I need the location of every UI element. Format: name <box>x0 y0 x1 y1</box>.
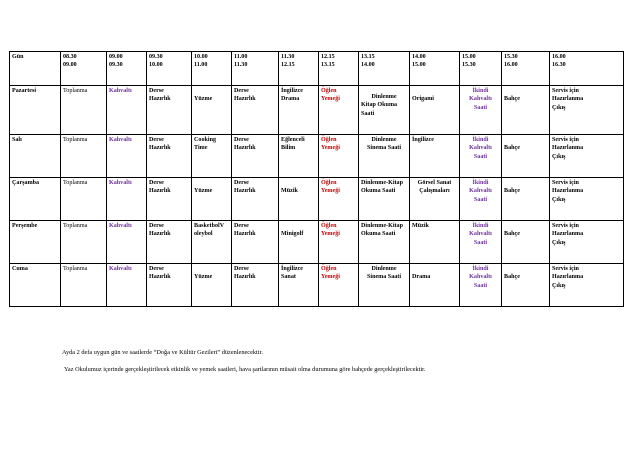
activity-cell: Derse Hazırlık <box>232 86 279 135</box>
activity-cell: Dinlenme-Kitap Okuma Saati <box>359 178 410 221</box>
activity-cell: Derse Hazırlık <box>232 221 279 264</box>
note-weather: Yaz Okulumuz içerinde gerçekleştirilecek etkinlik ve yemek saatleri, hava şartlarının müsait olma durumuna göre bahçede gerçekleştirilecektir. <box>64 366 426 373</box>
day-row-monday <box>10 86 624 135</box>
activity-cell: Bahçe <box>502 264 550 307</box>
activity-cell: Öğlen Yemeği <box>319 178 359 221</box>
activity-cell: İkindi Kahvaltı Saati <box>460 135 502 178</box>
activity-cell: Yüzme <box>192 264 232 307</box>
day-row-thursday <box>10 221 624 264</box>
activity-cell: Bahçe <box>502 178 550 221</box>
time-slot-12: 16.00 16.30 <box>550 52 624 86</box>
activity-cell: İngilizce <box>410 135 460 178</box>
activity-cell: Derse Hazırlık <box>147 221 192 264</box>
activity-cell: Dinlenme-Kitap Okuma Saati <box>359 221 410 264</box>
activity-cell: Dinlenme Sinema Saati <box>359 135 410 178</box>
day-label: Çarşamba <box>10 178 61 221</box>
activity-cell: Servis için Hazırlanma Çıkış <box>550 221 624 264</box>
activity-cell: Yüzme <box>192 178 232 221</box>
activity-cell: Derse Hazırlık <box>232 135 279 178</box>
activity-cell: Kahvaltı <box>107 86 147 135</box>
activity-cell: Müzik <box>410 221 460 264</box>
activity-cell: Derse Hazırlık <box>147 135 192 178</box>
activity-cell: Müzik <box>279 178 319 221</box>
activity-cell: Eğlenceli Bilim <box>279 135 319 178</box>
day-label: Cuma <box>10 264 61 307</box>
time-slot-7: 12.15 13.15 <box>319 52 359 86</box>
activity-cell: Dinlenme Kitap Okuma Saati <box>359 86 410 135</box>
activity-cell: İkindi Kahvaltı Saati <box>460 178 502 221</box>
activity-cell: Derse Hazırlık <box>147 178 192 221</box>
time-slot-1: 08.30 09.00 <box>61 52 107 86</box>
activity-cell: İngilizce Drama <box>279 86 319 135</box>
time-slot-10: 15.00 15.30 <box>460 52 502 86</box>
activity-cell: Bahçe <box>502 86 550 135</box>
activity-cell: Servis için Hazırlanma Çıkış <box>550 135 624 178</box>
activity-cell: Toplanma <box>61 221 107 264</box>
day-label: Perşembe <box>10 221 61 264</box>
activity-cell: Bahçe <box>502 221 550 264</box>
activity-cell: Minigolf <box>279 221 319 264</box>
activity-cell: Drama <box>410 264 460 307</box>
time-slot-5: 11.00 11.30 <box>232 52 279 86</box>
time-slot-4: 10.00 11.00 <box>192 52 232 86</box>
time-slot-2: 09.00 09.30 <box>107 52 147 86</box>
header-day-label: Gün <box>10 52 61 86</box>
activity-cell: Origami <box>410 86 460 135</box>
activity-cell: Servis için Hazırlanma Çıkış <box>550 86 624 135</box>
time-slot-11: 15.30 16.00 <box>502 52 550 86</box>
day-label: Pazartesi <box>10 86 61 135</box>
activity-cell: Dinlenme Sinema Saati <box>359 264 410 307</box>
activity-cell: Toplanma <box>61 264 107 307</box>
time-slot-9: 14.00 15.00 <box>410 52 460 86</box>
activity-cell: Kahvaltı <box>107 135 147 178</box>
activity-cell: İngilizce Sanat <box>279 264 319 307</box>
time-slot-8: 13.15 14.00 <box>359 52 410 86</box>
day-row-friday <box>10 264 624 307</box>
activity-cell: Toplanma <box>61 135 107 178</box>
activity-cell: Cooking Time <box>192 135 232 178</box>
activity-cell: Servis için Hazırlanma Çıkış <box>550 178 624 221</box>
activity-cell: Bahçe <box>502 135 550 178</box>
activity-cell: İkindi Kahvaltı Saati <box>460 86 502 135</box>
activity-cell: Öğlen Yemeği <box>319 86 359 135</box>
activity-cell: Görsel Sanat Çalışmaları <box>410 178 460 221</box>
weekly-schedule-table <box>9 51 624 307</box>
time-slot-6: 11.30 12.15 <box>279 52 319 86</box>
activity-cell: Kahvaltı <box>107 221 147 264</box>
activity-cell: Yüzme <box>192 86 232 135</box>
activity-cell: İkindi Kahvaltı Saati <box>460 221 502 264</box>
activity-cell: Öğlen Yemeği <box>319 221 359 264</box>
activity-cell: Derse Hazırlık <box>147 264 192 307</box>
activity-cell: Derse Hazırlık <box>232 178 279 221</box>
note-trips: Ayda 2 defa uygun gün ve saatlerde “Doğa ve Kültür Gezileri” düzenlenecektir. <box>62 349 263 356</box>
activity-cell: BasketbolV oleybol <box>192 221 232 264</box>
activity-cell: Öğlen Yemeği <box>319 135 359 178</box>
header-row <box>10 52 624 86</box>
activity-cell: Toplanma <box>61 86 107 135</box>
activity-cell: Öğlen Yemeği <box>319 264 359 307</box>
day-row-wednesday <box>10 178 624 221</box>
time-slot-3: 09.30 10.00 <box>147 52 192 86</box>
activity-cell: Servis için Hazırlanma Çıkış <box>550 264 624 307</box>
activity-cell: Kahvaltı <box>107 178 147 221</box>
activity-cell: Toplanma <box>61 178 107 221</box>
activity-cell: Derse Hazırlık <box>147 86 192 135</box>
day-label: Salı <box>10 135 61 178</box>
activity-cell: Derse Hazırlık <box>232 264 279 307</box>
day-row-tuesday <box>10 135 624 178</box>
activity-cell: Kahvaltı <box>107 264 147 307</box>
activity-cell: İkindi Kahvaltı Saati <box>460 264 502 307</box>
